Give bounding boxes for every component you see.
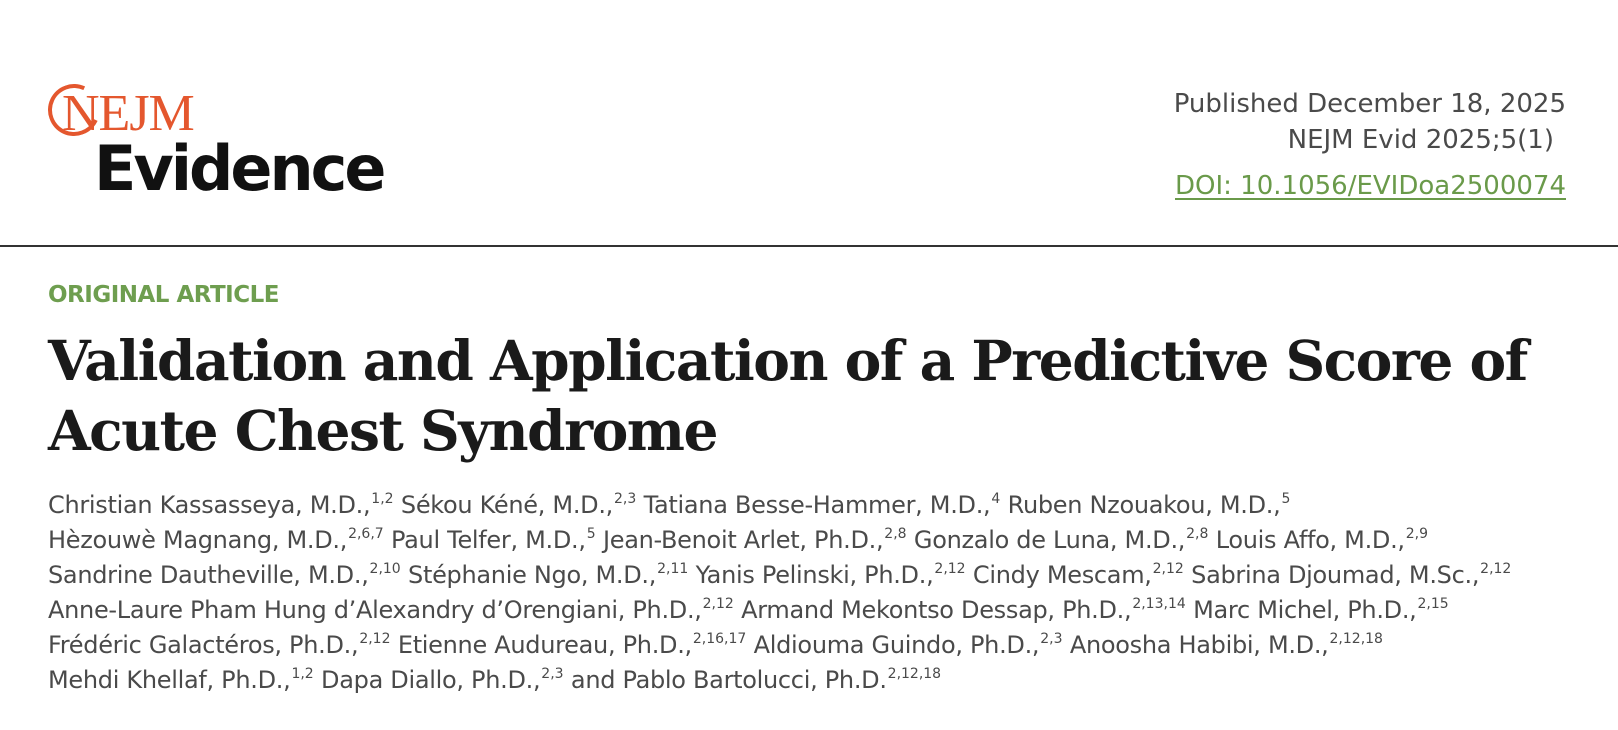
author-name: Dapa Diallo, Ph.D., (321, 666, 541, 694)
article-title (48, 326, 1548, 466)
article-title-line-2: Acute Chest Syndrome (48, 398, 717, 463)
author-name: Marc Michel, Ph.D., (1193, 596, 1417, 624)
affiliation-sup: 2,12 (1480, 561, 1512, 577)
affiliation-sup: 2,8 (1186, 526, 1209, 542)
affiliation-sup: 2,12 (702, 596, 734, 612)
affiliation-sup: 1,2 (291, 666, 314, 682)
author[interactable] (321, 666, 564, 694)
author[interactable] (398, 631, 746, 659)
author-name: Louis Affo, M.D., (1215, 526, 1405, 554)
evidence-wordmark: Evidence (94, 132, 384, 205)
author-name: Sékou Kéné, M.D., (400, 491, 613, 519)
author[interactable] (48, 631, 390, 659)
affiliation-sup: 2,3 (541, 666, 564, 682)
author-name: Sabrina Djoumad, M.Sc., (1191, 561, 1480, 589)
affiliation-sup: 5 (1281, 491, 1291, 507)
author[interactable] (914, 526, 1208, 554)
affiliation-sup: 2,16,17 (692, 631, 747, 647)
affiliation-sup: 2,9 (1405, 526, 1429, 542)
author-name: Paul Telfer, M.D., (391, 526, 586, 554)
affiliation-sup: 2,10 (369, 561, 401, 577)
author-name: Etienne Audureau, Ph.D., (397, 631, 692, 659)
article-title-line-1: Validation and Application of a Predictive Score of (48, 328, 1527, 393)
author[interactable] (571, 666, 941, 694)
author-line (48, 593, 1578, 628)
author-line (48, 628, 1578, 663)
affiliation-sup: 2,3 (614, 491, 637, 507)
author[interactable] (754, 631, 1063, 659)
author-line (48, 663, 1578, 698)
author-name: Gonzalo de Luna, M.D., (913, 526, 1186, 554)
affiliation-sup: 2,12,18 (887, 666, 942, 682)
author-name: and Pablo Bartolucci, Ph.D. (570, 666, 887, 694)
journal-logo[interactable] (48, 82, 384, 212)
affiliation-sup: 2,6,7 (348, 526, 384, 542)
author[interactable] (408, 561, 688, 589)
affiliation-sup: 2,11 (657, 561, 689, 577)
affiliation-sup: 2,15 (1417, 596, 1449, 612)
publication-info (1174, 86, 1566, 204)
author[interactable] (401, 491, 636, 519)
author-name: Stéphanie Ngo, M.D., (408, 561, 657, 589)
author-line (48, 488, 1578, 523)
author-name: Ruben Nzouakou, M.D., (1007, 491, 1281, 519)
author[interactable] (48, 666, 314, 694)
affiliation-sup: 2,13,14 (1132, 596, 1186, 612)
author[interactable] (1191, 561, 1511, 589)
article-type-label: ORIGINAL ARTICLE (48, 282, 279, 308)
author[interactable] (391, 526, 596, 554)
author[interactable] (741, 596, 1186, 624)
author-name: Cindy Mescam, (972, 561, 1152, 589)
citation: NEJM Evid 2025;5(1) (1287, 125, 1554, 155)
affiliation-sup: 2,3 (1040, 631, 1063, 647)
author-name: Yanis Pelinski, Ph.D., (695, 561, 934, 589)
affiliation-sup: 2,8 (884, 526, 907, 542)
author[interactable] (48, 491, 394, 519)
author-name: Sandrine Dautheville, M.D., (48, 561, 369, 589)
affiliation-sup: 5 (586, 526, 596, 542)
nejm-brand-text: NEJM (62, 85, 194, 142)
author[interactable] (1070, 631, 1383, 659)
header-divider (0, 245, 1618, 247)
author[interactable] (1193, 596, 1449, 624)
author-name: Armand Mekontso Dessap, Ph.D., (741, 596, 1132, 624)
author-line (48, 558, 1578, 593)
author-name: Mehdi Khellaf, Ph.D., (48, 666, 291, 694)
affiliation-sup: 2,12 (1152, 561, 1184, 577)
author[interactable] (48, 596, 734, 624)
author-name: Anne-Laure Pham Hung d’Alexandry d’Orengiani, Ph.D., (48, 596, 702, 624)
affiliation-sup: 2,12 (934, 561, 966, 577)
author-name: Jean-Benoit Arlet, Ph.D., (602, 526, 884, 554)
author-list (48, 488, 1578, 698)
author-name: Christian Kassasseya, M.D., (48, 491, 371, 519)
published-date: Published December 18, 2025 (1173, 89, 1566, 119)
author-name: Hèzouwè Magnang, M.D., (48, 526, 348, 554)
author-name: Tatiana Besse-Hammer, M.D., (643, 491, 991, 519)
author[interactable] (644, 491, 1001, 519)
author[interactable] (603, 526, 907, 554)
doi-link[interactable]: DOI: 10.1056/EVIDoa2500074 (1175, 171, 1566, 201)
author-line (48, 523, 1578, 558)
author-name: Frédéric Galactéros, Ph.D., (48, 631, 359, 659)
author-name: Anoosha Habibi, M.D., (1069, 631, 1329, 659)
author[interactable] (48, 526, 384, 554)
author[interactable] (1216, 526, 1428, 554)
affiliation-sup: 4 (991, 491, 1001, 507)
affiliation-sup: 2,12,18 (1329, 631, 1383, 647)
author-name: Aldiouma Guindo, Ph.D., (753, 631, 1040, 659)
affiliation-sup: 2,12 (359, 631, 391, 647)
author[interactable] (48, 561, 401, 589)
author[interactable] (973, 561, 1184, 589)
author[interactable] (696, 561, 966, 589)
affiliation-sup: 1,2 (371, 491, 394, 507)
author[interactable] (1008, 491, 1291, 519)
